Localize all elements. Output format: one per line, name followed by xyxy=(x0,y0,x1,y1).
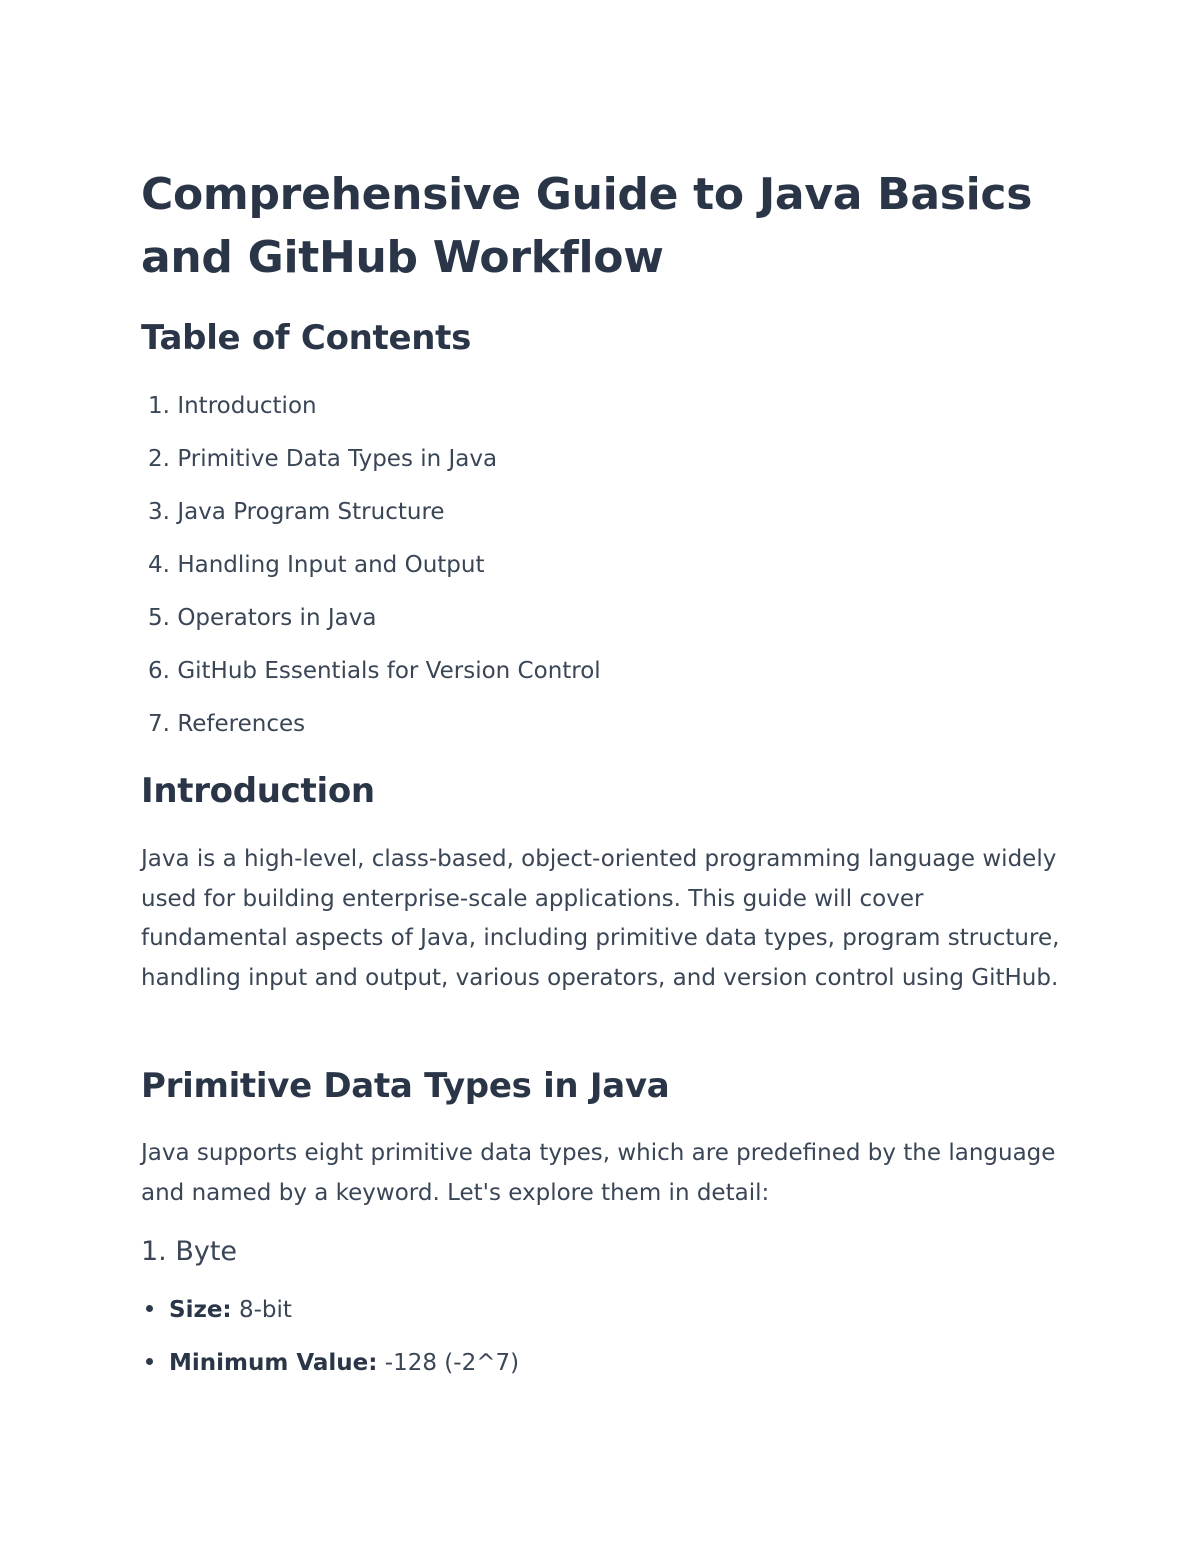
bullet-icon xyxy=(146,1358,153,1365)
toc-item-label: Handling Input and Output xyxy=(177,552,485,578)
toc-item[interactable]: 4. Handling Input and Output xyxy=(148,552,485,578)
detail-value: -128 (-2^7) xyxy=(377,1350,520,1376)
toc-item[interactable]: 3. Java Program Structure xyxy=(148,499,445,525)
primitives-heading: Primitive Data Types in Java xyxy=(141,1066,670,1106)
list-item xyxy=(141,1341,519,1394)
toc-item-label: References xyxy=(177,711,306,737)
detail-value: 8-bit xyxy=(231,1297,292,1323)
byte-heading: 1. Byte xyxy=(141,1236,238,1267)
toc-item[interactable]: 1. Introduction xyxy=(148,393,317,419)
byte-details-list xyxy=(141,1288,519,1394)
table-of-contents xyxy=(141,384,601,755)
toc-item-label: Java Program Structure xyxy=(177,499,445,525)
introduction-paragraph: Java is a high-level, class-based, object-oriented programming language widely used for building enterprise-scale applications. This guide will cover fundamental aspects of Java, including primitive data types, program structure, handling input and output, various operators, and version control using GitHub. xyxy=(141,846,1060,991)
detail-label: Minimum Value: xyxy=(169,1350,378,1376)
bullet-icon xyxy=(146,1305,153,1312)
toc-item[interactable]: 7. References xyxy=(148,711,306,737)
toc-item[interactable]: 6. GitHub Essentials for Version Control xyxy=(148,658,601,684)
toc-item[interactable]: 2. Primitive Data Types in Java xyxy=(148,446,498,472)
toc-item[interactable]: 5. Operators in Java xyxy=(148,605,377,631)
toc-heading: Table of Contents xyxy=(141,318,472,358)
toc-item-label: Primitive Data Types in Java xyxy=(177,446,498,472)
document-title: Comprehensive Guide to Java Basics and GitHub Workflow xyxy=(141,169,1033,283)
list-item xyxy=(141,1288,519,1341)
introduction-heading: Introduction xyxy=(141,771,375,811)
toc-item-label: Introduction xyxy=(177,393,317,419)
toc-item-label: Operators in Java xyxy=(177,605,377,631)
primitives-paragraph: Java supports eight primitive data types, which are predefined by the language and named by a keyword. Let's explore them in detail: xyxy=(141,1140,1056,1206)
toc-item-label: GitHub Essentials for Version Control xyxy=(177,658,601,684)
detail-label: Size: xyxy=(169,1297,232,1323)
